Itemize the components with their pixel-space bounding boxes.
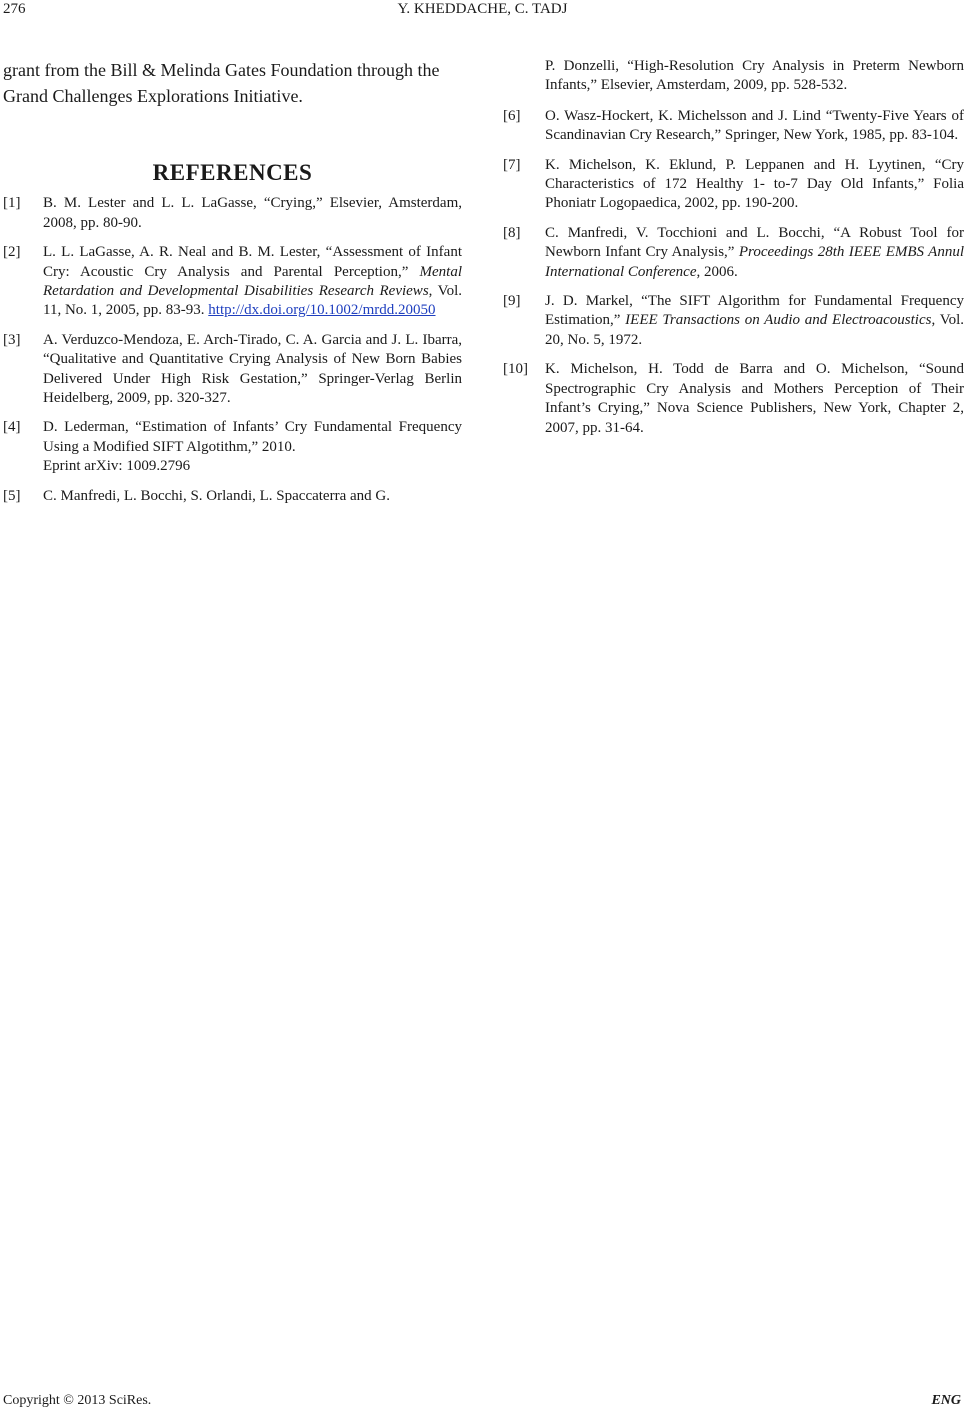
reference-text: J. D. Markel, “The SIFT Algorithm for Fundamental Frequency Estimation,” IEEE Transactions on Audio and Electroacoustics, Vol. 20, No. 5, 1972.: [545, 293, 965, 348]
doi-link[interactable]: http://dx.doi.org/10.1002/mrdd.20050: [208, 302, 436, 319]
reference-number: [3]: [3, 331, 21, 348]
running-header: [0, 0, 965, 24]
reference-number: [9]: [503, 293, 521, 310]
running-title: Y. KHEDDACHE, C. TADJ: [397, 1, 568, 17]
reference-item: [3, 487, 462, 506]
reference-item: [503, 292, 964, 350]
references-heading: REFERENCES: [152, 160, 313, 185]
copyright-notice: Copyright © 2013 SciRes.: [3, 1393, 152, 1408]
reference-item: [503, 360, 964, 438]
eprint-line: Eprint arXiv: 1009.2796: [43, 458, 191, 475]
reference-continuation: P. Donzelli, “High-Resolution Cry Analysis in Preterm Newborn Infants,” Elsevier, Amsterdam, 2009, pp. 528-532.: [545, 58, 964, 94]
reference-text: L. L. LaGasse, A. R. Neal and B. M. Lester, “Assessment of Infant Cry: Acoustic Cry Analysis and Parental Perception,” Mental Retardation and Developmental Disabilities Research Reviews, Vol. 11, No. 1, 2005, pp. 83-93. http://dx.doi.org/10.1002/mrdd.20050: [43, 244, 462, 319]
reference-item: [503, 156, 964, 214]
reference-number: [2]: [3, 244, 21, 261]
reference-text: A. Verduzco-Mendoza, E. Arch-Tirado, C. A. Garcia and J. L. Ibarra, “Qualitative and Quantitative Crying Analysis of New Born Babies Delivered Under High Risk Gestation,” Springer-Verlag Berlin Heidelberg, 2009, pp. 320-327.: [43, 331, 462, 407]
reference-text: B. M. Lester and L. L. LaGasse, “Crying,” Elsevier, Amsterdam, 2008, pp. 80-90.: [43, 195, 462, 231]
reference-item: [3, 331, 462, 409]
reference-number: [6]: [503, 107, 521, 124]
reference-item: [503, 224, 964, 282]
reference-text: D. Lederman, “Estimation of Infants’ Cry Fundamental Frequency Using a Modified SIFT Algotithm,” 2010. Eprint arXiv: 1009.2796: [43, 419, 462, 476]
reference-number: [4]: [3, 419, 21, 436]
reference-text: C. Manfredi, L. Bocchi, S. Orlandi, L. Spaccaterra and G.: [43, 487, 390, 504]
reference-item: [3, 418, 462, 476]
reference-item: [503, 107, 964, 146]
journal-abbreviation: ENG: [931, 1393, 961, 1408]
reference-number: [10]: [503, 361, 528, 378]
journal-title: Mental Retardation and Developmental Disabilities Research Reviews: [43, 263, 462, 300]
reference-text: K. Michelson, H. Todd de Barra and O. Michelson, “Sound Spectrographic Cry Analysis and Mothers Perception of Their Infant’s Crying,” Nova Science Publishers, New York, Chapter 2, 2007, pp. 31-64.: [545, 361, 964, 436]
reference-number: [7]: [503, 156, 521, 173]
journal-title: IEEE Transactions on Audio and Electroacoustics: [625, 312, 932, 329]
reference-item: [3, 243, 462, 321]
left-column: [3, 57, 462, 516]
reference-text: K. Michelson, K. Eklund, P. Leppanen and H. Lyytinen, “Cry Characteristics of 172 Healthy 1- to-7 Day Old Infants,” Folia Phoniatr Logopaedica, 2002, pp. 190-200.: [545, 156, 964, 212]
reference-number: [8]: [503, 224, 521, 241]
reference-text: C. Manfredi, V. Tocchioni and L. Bocchi, “A Robust Tool for Newborn Infant Cry Analysis,” Proceedings 28th IEEE EMBS Annul International Conference, 2006.: [545, 224, 965, 280]
reference-number: [1]: [3, 195, 21, 212]
reference-text: O. Wasz-Hockert, K. Michelsson and J. Lind “Twenty-Five Years of Scandinavian Cry Research,” Springer, New York, 1985, pp. 83-104.: [545, 107, 964, 144]
page-number: 276: [3, 1, 26, 17]
reference-item: [3, 194, 462, 233]
proceedings-title: Proceedings 28th IEEE EMBS Annul International Conference: [545, 244, 965, 280]
reference-number: [5]: [3, 487, 21, 504]
right-column: [503, 57, 964, 448]
acknowledgment-text: grant from the Bill & Melinda Gates Foundation through the Grand Challenges Explorations Initiative.: [3, 60, 440, 106]
